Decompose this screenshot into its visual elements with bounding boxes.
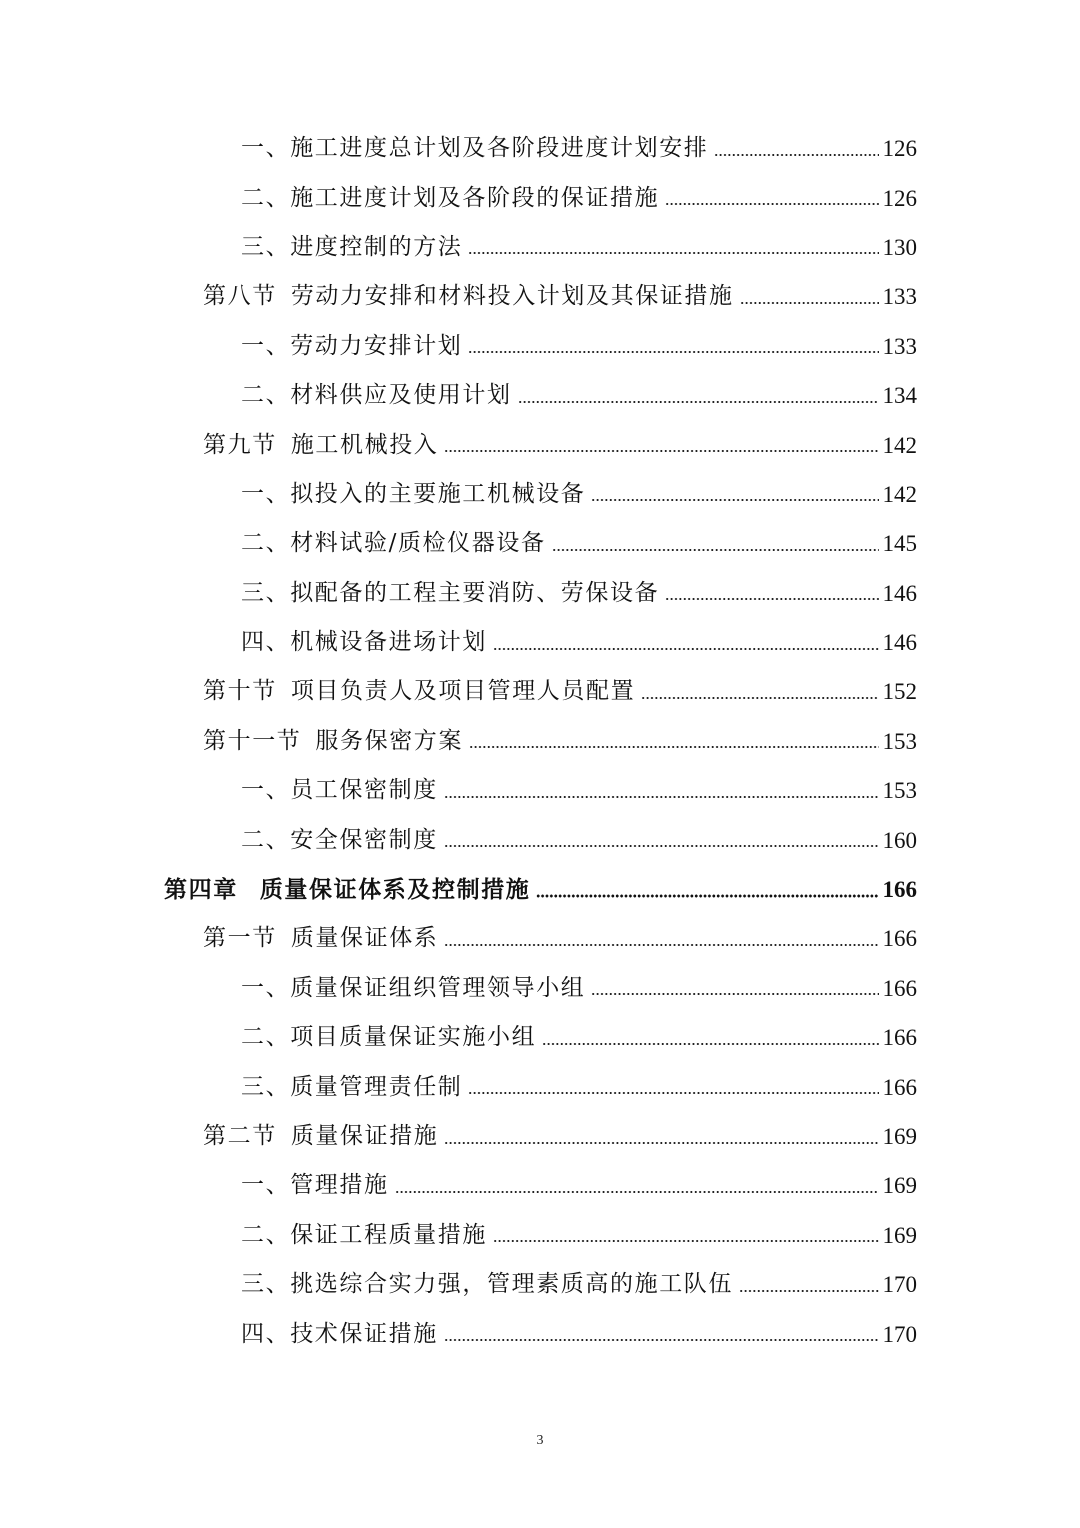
- toc-entry-text: 材料试验/质检仪器设备: [290, 530, 546, 557]
- toc-entry-title: [241, 779, 438, 802]
- toc-entry-number: 二、: [241, 382, 291, 409]
- dot-leader: [468, 249, 878, 257]
- toc-entry-number: 第一节: [203, 925, 277, 952]
- toc-entry-title: [241, 1174, 389, 1197]
- dot-leader: [444, 793, 879, 801]
- toc-entry-title: [203, 680, 635, 703]
- toc-entry-title: [203, 431, 439, 458]
- toc-entry[interactable]: [0, 815, 1080, 864]
- toc-entry-page: 160: [882, 827, 917, 853]
- toc-entry-text: 项目负责人及项目管理人员配置: [290, 678, 636, 705]
- toc-entry-title: [203, 927, 438, 950]
- toc-entry-number: 二、: [241, 826, 291, 853]
- toc-entry-text: 进度控制的方法: [290, 233, 463, 260]
- toc-entry[interactable]: [0, 1309, 1080, 1358]
- dot-leader: [468, 1089, 878, 1097]
- dot-leader: [591, 496, 878, 504]
- dot-leader: [395, 1188, 879, 1196]
- toc-entry[interactable]: [0, 371, 1080, 420]
- toc-entry-page: 152: [882, 679, 917, 705]
- toc-entry-text: 挑选综合实力强，管理素质高的施工队伍: [290, 1271, 734, 1298]
- toc-entry-title: [164, 876, 531, 904]
- toc-entry-text: 项目质量保证实施小组: [290, 1024, 537, 1051]
- dot-leader: [493, 645, 878, 653]
- toc-entry-number: 二、: [241, 1221, 291, 1248]
- dot-leader: [444, 1139, 878, 1147]
- dot-leader: [444, 941, 878, 949]
- toc-entry-text: 员工保密制度: [290, 777, 438, 804]
- toc-entry-page: 133: [882, 284, 917, 310]
- dot-leader: [552, 546, 879, 554]
- toc-entry-text: 拟投入的主要施工机械设备: [290, 480, 586, 507]
- dot-leader: [468, 348, 878, 356]
- toc-entry-title: [241, 974, 586, 1001]
- toc-entry-title: [241, 1026, 536, 1049]
- toc-entry-number: 一、: [241, 1172, 291, 1199]
- toc-entry-page: 146: [882, 630, 917, 656]
- toc-entry[interactable]: [0, 124, 1080, 173]
- toc-entry-title: [203, 727, 464, 754]
- toc-entry[interactable]: [0, 766, 1080, 815]
- dot-leader: [469, 743, 878, 751]
- toc-entry[interactable]: [0, 322, 1080, 371]
- toc-entry-page: 166: [882, 877, 917, 903]
- page-number: 3: [536, 1433, 544, 1448]
- toc-entry-number: 三、: [241, 1073, 291, 1100]
- toc-entry[interactable]: [0, 272, 1080, 321]
- dot-leader: [739, 1287, 878, 1295]
- toc-entry-text: 拟配备的工程主要消防、劳保设备: [290, 579, 660, 606]
- toc-entry-title: [241, 1273, 733, 1296]
- toc-entry[interactable]: [0, 420, 1080, 469]
- toc-entry[interactable]: [0, 865, 1080, 914]
- dot-leader: [518, 398, 879, 406]
- toc-entry-title: [241, 480, 586, 507]
- dot-leader: [641, 694, 878, 702]
- dot-leader: [536, 892, 878, 900]
- toc-entry-page: 142: [882, 481, 917, 507]
- toc-entry[interactable]: [0, 667, 1080, 716]
- dot-leader: [665, 595, 878, 603]
- toc-entry[interactable]: [0, 1112, 1080, 1161]
- dot-leader: [444, 1336, 879, 1344]
- dot-leader: [665, 200, 878, 208]
- toc-entry-page: 126: [882, 185, 917, 211]
- toc-entry-page: 169: [882, 1173, 917, 1199]
- toc-entry[interactable]: [0, 470, 1080, 519]
- toc-entry[interactable]: [0, 1013, 1080, 1062]
- toc-entry-text: 施工进度总计划及各阶段进度计划安排: [290, 135, 709, 162]
- toc-entry[interactable]: [0, 1161, 1080, 1210]
- dot-leader: [740, 299, 879, 307]
- toc-entry-number: 二、: [241, 530, 291, 557]
- toc-entry-text: 质量保证体系及控制措施: [259, 876, 531, 904]
- toc-entry-number: 一、: [241, 480, 291, 507]
- toc-entry[interactable]: [0, 717, 1080, 766]
- toc-entry-number: 二、: [241, 184, 291, 211]
- toc-entry-text: 质量管理责任制: [290, 1073, 463, 1100]
- toc-entry-title: [203, 1125, 438, 1148]
- toc-entry-number: 第八节: [203, 283, 277, 310]
- toc-entry-page: 133: [882, 333, 917, 359]
- toc-entry-title: [241, 233, 463, 260]
- toc-entry[interactable]: [0, 173, 1080, 222]
- toc-entry-page: 170: [882, 1272, 917, 1298]
- toc-entry-page: 126: [882, 136, 917, 162]
- toc-entry-title: [241, 184, 660, 211]
- toc-entry-text: 质量保证组织管理领导小组: [290, 974, 586, 1001]
- dot-leader: [591, 990, 878, 998]
- toc-entry-title: [241, 1320, 438, 1347]
- toc-entry[interactable]: [0, 618, 1080, 667]
- toc-entry-title: [241, 532, 546, 555]
- toc-entry-number: 三、: [241, 1271, 291, 1298]
- toc-entry[interactable]: [0, 914, 1080, 963]
- toc-entry-text: 机械设备进场计划: [290, 629, 488, 656]
- toc-entry[interactable]: [0, 964, 1080, 1013]
- toc-entry-title: [203, 285, 734, 308]
- dot-leader: [542, 1040, 878, 1048]
- toc-entry-page: 170: [882, 1321, 917, 1347]
- toc-entry-page: 166: [882, 975, 917, 1001]
- toc-entry-number: 一、: [241, 777, 291, 804]
- toc-entry-number: 一、: [241, 332, 291, 359]
- toc-entry-text: 质量保证措施: [290, 1123, 439, 1149]
- toc-entry-page: 153: [882, 728, 917, 754]
- toc-entry-text: 材料供应及使用计划: [290, 382, 512, 409]
- toc-entry-number: 第九节: [203, 431, 277, 458]
- toc-entry-page: 134: [882, 383, 917, 409]
- toc-entry-number: 一、: [241, 135, 291, 162]
- toc-entry-text: 劳动力安排和材料投入计划及其保证措施: [290, 283, 734, 310]
- toc-entry-text: 技术保证措施: [290, 1320, 438, 1347]
- toc-entry-number: 四、: [241, 1320, 291, 1347]
- dot-leader: [444, 842, 879, 850]
- toc-entry-text: 劳动力安排计划: [290, 332, 463, 359]
- toc-entry-number: 三、: [241, 579, 291, 606]
- toc-entry-title: [241, 826, 438, 853]
- toc-entry-title: [241, 1221, 488, 1248]
- toc-entry-page: 145: [882, 531, 917, 557]
- toc-entry[interactable]: [0, 223, 1080, 272]
- toc-entry-page: 166: [882, 926, 917, 952]
- dot-leader: [714, 151, 878, 159]
- toc-entry-title: [241, 332, 463, 359]
- toc-entry-text: 保证工程质量措施: [290, 1221, 488, 1248]
- toc-entry-text: 安全保密制度: [290, 826, 438, 853]
- toc-entry-title: [241, 631, 487, 654]
- toc-entry-text: 施工机械投入: [290, 431, 439, 458]
- toc-entry[interactable]: [0, 519, 1080, 568]
- toc-entry-page: 169: [882, 1222, 917, 1248]
- toc-entry-number: 第二节: [203, 1123, 277, 1149]
- toc-entry-page: 146: [882, 580, 917, 606]
- dot-leader: [493, 1237, 878, 1245]
- toc-entry-title: [241, 384, 512, 407]
- toc-entry-number: 三、: [241, 233, 291, 260]
- table-of-contents: [0, 124, 1080, 1359]
- toc-entry-title: [241, 137, 708, 160]
- toc-entry[interactable]: [0, 569, 1080, 618]
- toc-entry[interactable]: [0, 1260, 1080, 1309]
- toc-entry-text: 质量保证体系: [290, 925, 439, 952]
- toc-entry-page: 153: [882, 778, 917, 804]
- toc-entry-page: 130: [882, 234, 917, 260]
- toc-entry-title: [241, 579, 660, 606]
- toc-entry-page: 169: [882, 1124, 917, 1149]
- toc-entry[interactable]: [0, 1062, 1080, 1111]
- toc-entry[interactable]: [0, 1211, 1080, 1260]
- toc-entry-number: 第四章: [164, 876, 238, 904]
- toc-entry-number: 一、: [241, 974, 291, 1001]
- toc-entry-text: 服务保密方案: [315, 727, 464, 754]
- toc-entry-page: 166: [882, 1074, 917, 1100]
- toc-entry-number: 二、: [241, 1024, 291, 1051]
- toc-entry-number: 第十节: [203, 678, 277, 705]
- toc-entry-text: 施工进度计划及各阶段的保证措施: [290, 184, 660, 211]
- toc-entry-text: 管理措施: [290, 1172, 389, 1199]
- toc-entry-page: 142: [882, 432, 917, 458]
- dot-leader: [444, 447, 878, 455]
- toc-entry-page: 166: [882, 1025, 917, 1051]
- toc-entry-number: 四、: [241, 629, 291, 656]
- toc-entry-number: 第十一节: [203, 727, 302, 754]
- toc-entry-title: [241, 1073, 463, 1100]
